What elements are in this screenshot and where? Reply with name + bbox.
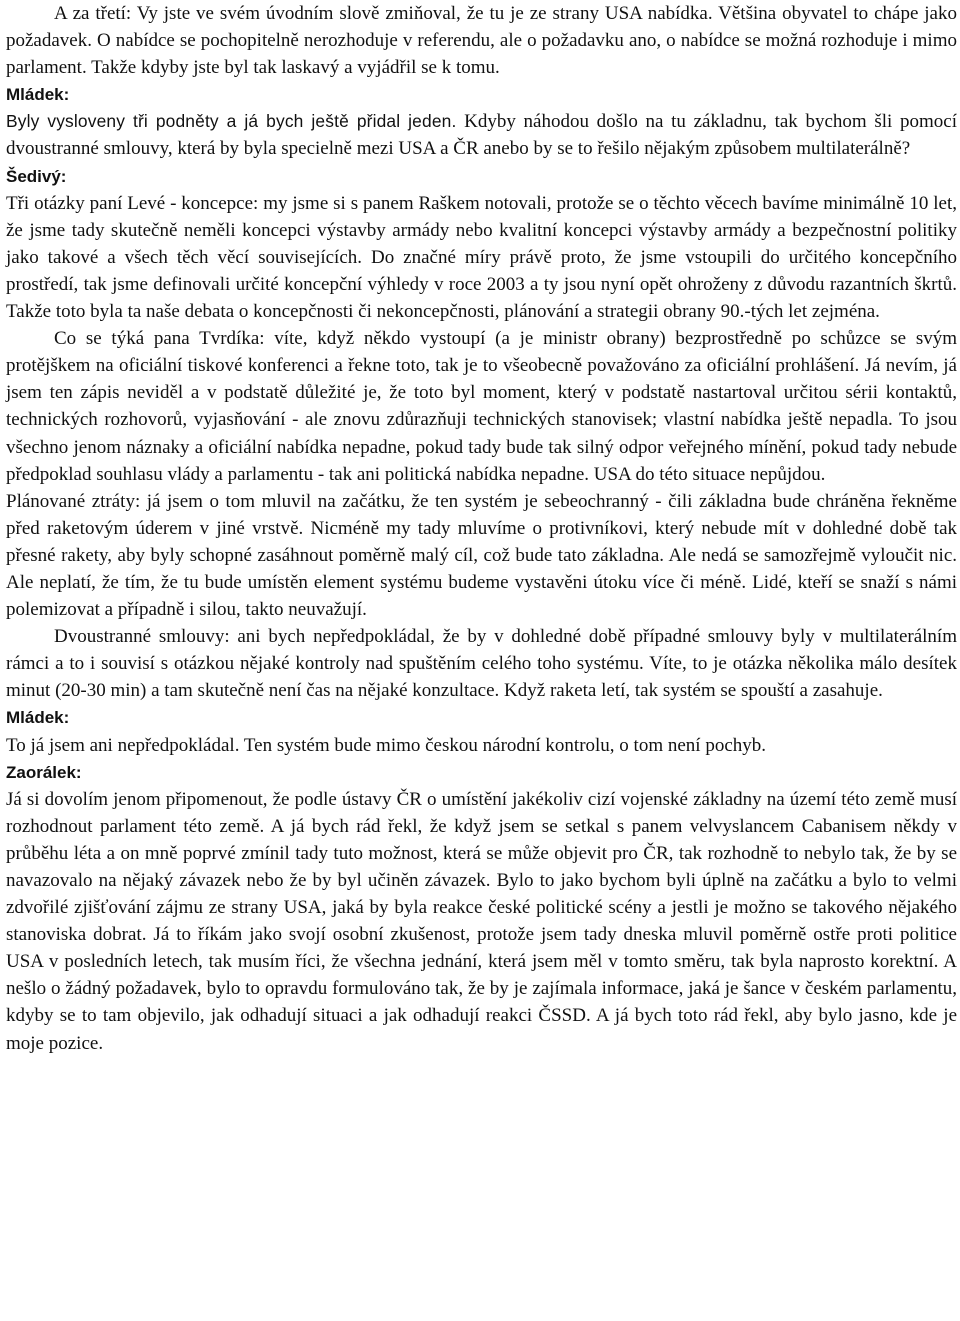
sedivy-paragraph-tvrdik: Co se týká pana Tvrdíka: víte, když někdo vystoupí (a je ministr obrany) bezprostředně po schůzce se svým protějškem na oficiální tiskové konferenci a řekne toto, tak je to všeobecně považováno za oficiální prohlášení. Já nevím, já jsem ten zápis neviděl a v podstatě důležité je, že toto byl moment, který v podstatě nastartoval určitou sérii kontaktů, technických rozhovorů, vyjasňování - ale znovu zdůrazňuji technických stanovisek; vlastní nabídka ještě nepadla. To jsou všechno jenom náznaky a oficiální nabídka nepadne, pokud tady bude tak silný odpor veřejného mínění, pokud tady nebude předpoklad souhlasu vlády a parlamentu - tak ani politická nabídka nepadne. USA do této situace nepůjdou. — [6, 328, 957, 485]
speaker-label-sedivy: Šedivý: — [6, 166, 67, 186]
sedivy-paragraph-koncepce: Tři otázky paní Levé - koncepce: my jsme si s panem Raškem notovali, protože se o těchto věcech bavíme minimálně 10 let, že jsme tady skutečně neměli koncepci výstavby armády nebo kvalitní koncepci výstavby armády a bezpečnostní politiky jako takové a všech těch věcí souvisejících. Do značné míry právě proto, že jsme vstoupili do určitého koncepčního prostředí, tak jsme definovali určité koncepční výhledy v roce 2003 a ty jsou nyní opět ohroženy z důvodu razantních škrtů. Takže toto byla ta naše debata o koncepčnosti či nekoncepčnosti, plánování a strategii obrany 90.-tých let zejména. — [6, 192, 957, 323]
speaker-label-mladek-2: Mládek: — [6, 708, 70, 728]
sedivy-paragraph-ztraty: Plánované ztráty: já jsem o tom mluvil na začátku, že ten systém je sebeochranný - čili základna bude chráněna řekněme před raketovým úderem v jiné vrstvě. Nicméně my tady mluvíme o protivníkovi, který nebude mít v dohledné době tak přesné rakety, aby byly schopné zasáhnout poměrně malý cíl, což bude tato základna. Ale nedá se samozřejmě vyloučit nic. Ale neplatí, že tím, že tu bude umístěn element systému budeme vystavěni útoku více či méně. Lidé, kteří se snaží s námi polemizovat a případně i silou, takto neuvažují. — [6, 490, 957, 621]
mladek-paragraph-sans-lead: Byly vysloveny tři podněty a já bych ještě přidal jeden. — [6, 111, 457, 132]
speaker-label-mladek: Mládek: — [6, 85, 70, 105]
question-paragraph: A za třetí: Vy jste ve svém úvodním slově zmiňoval, že tu je ze strany USA nabídka. Většina obyvatel to chápe jako požadavek. O nabídce se pochopitelně nerozhoduje v referendu, ale o požadavku ano, o nabídce se možná rozhoduje i mimo parlament. Takže kdyby jste byl tak laskavý a vyjádřil se k tomu. — [6, 3, 957, 79]
zaoralek-paragraph: Já si dovolím jenom připomenout, že podle ústavy ČR o umístění jakékoliv cizí vojenské základny na území této země musí rozhodnout parlament této země. A já bych rád řekl, že když jsem se setkal s panem velvyslancem Cabanisem někdy v průběhu léta a on mně poprvé zmínil tady tuto možnost, která se může objevit pro ČR, tak rozhodně to nebylo tak, že by se navazovalo na nějaký závazek nebo že by byl učiněn závazek. Bylo to jako bychom byli úplně na začátku a bylo to velmi zdvořilé zjišťování zájmu ze strany USA, jaká by byla reakce české politické scény a jestli je možno se takového nějakého stanoviska dobrat. Já to říkám jako svojí osobní zkušenost, protože jsem tady dneska mluvil poměrně ostře proti politice USA v posledních letech, tak musím říci, že všechna jednání, která jsem měl v tomto směru, tak byla naprosto korektní. A nešlo o žádný požadavek, bylo to opravdu formulováno tak, že by je zajímala informace, jaká je šance v českém parlamentu, kdyby se to tam objevilo, jak odhadují situaci a jak odhadují reakci ČSSD. A já bych toto rád řekl, aby bylo jasno, kde je moje pozice. — [6, 788, 957, 1054]
mladek-paragraph-rest: Kdyby náhodou došlo na tu základnu, tak bychom šli pomocí dvoustranné smlouvy, která by byla specielně mezi USA a ČR anebo by se to řešilo nějakým způsobem multilaterálně? — [6, 111, 958, 160]
sedivy-paragraph-smlouvy: Dvoustranné smlouvy: ani bych nepředpokládal, že by v dohledné době případné smlouvy byly v multilaterálním rámci a to i souvisí s otázkou nějaké kontroly nad spuštěním celého toho systému. Víte, to je otázka několika málo desítek minut (20-30 min) a tam skutečně není čas na nějaké konzultace. Když raketa letí, tak systém se spouští a zasahuje. — [6, 626, 957, 702]
speaker-label-zaoralek: Zaorálek: — [6, 762, 82, 782]
mladek-paragraph — [6, 108, 957, 162]
mladek-paragraph-2: To já jsem ani nepředpokládal. Ten systém bude mimo českou národní kontrolu, o tom není pochyb. — [6, 734, 767, 756]
